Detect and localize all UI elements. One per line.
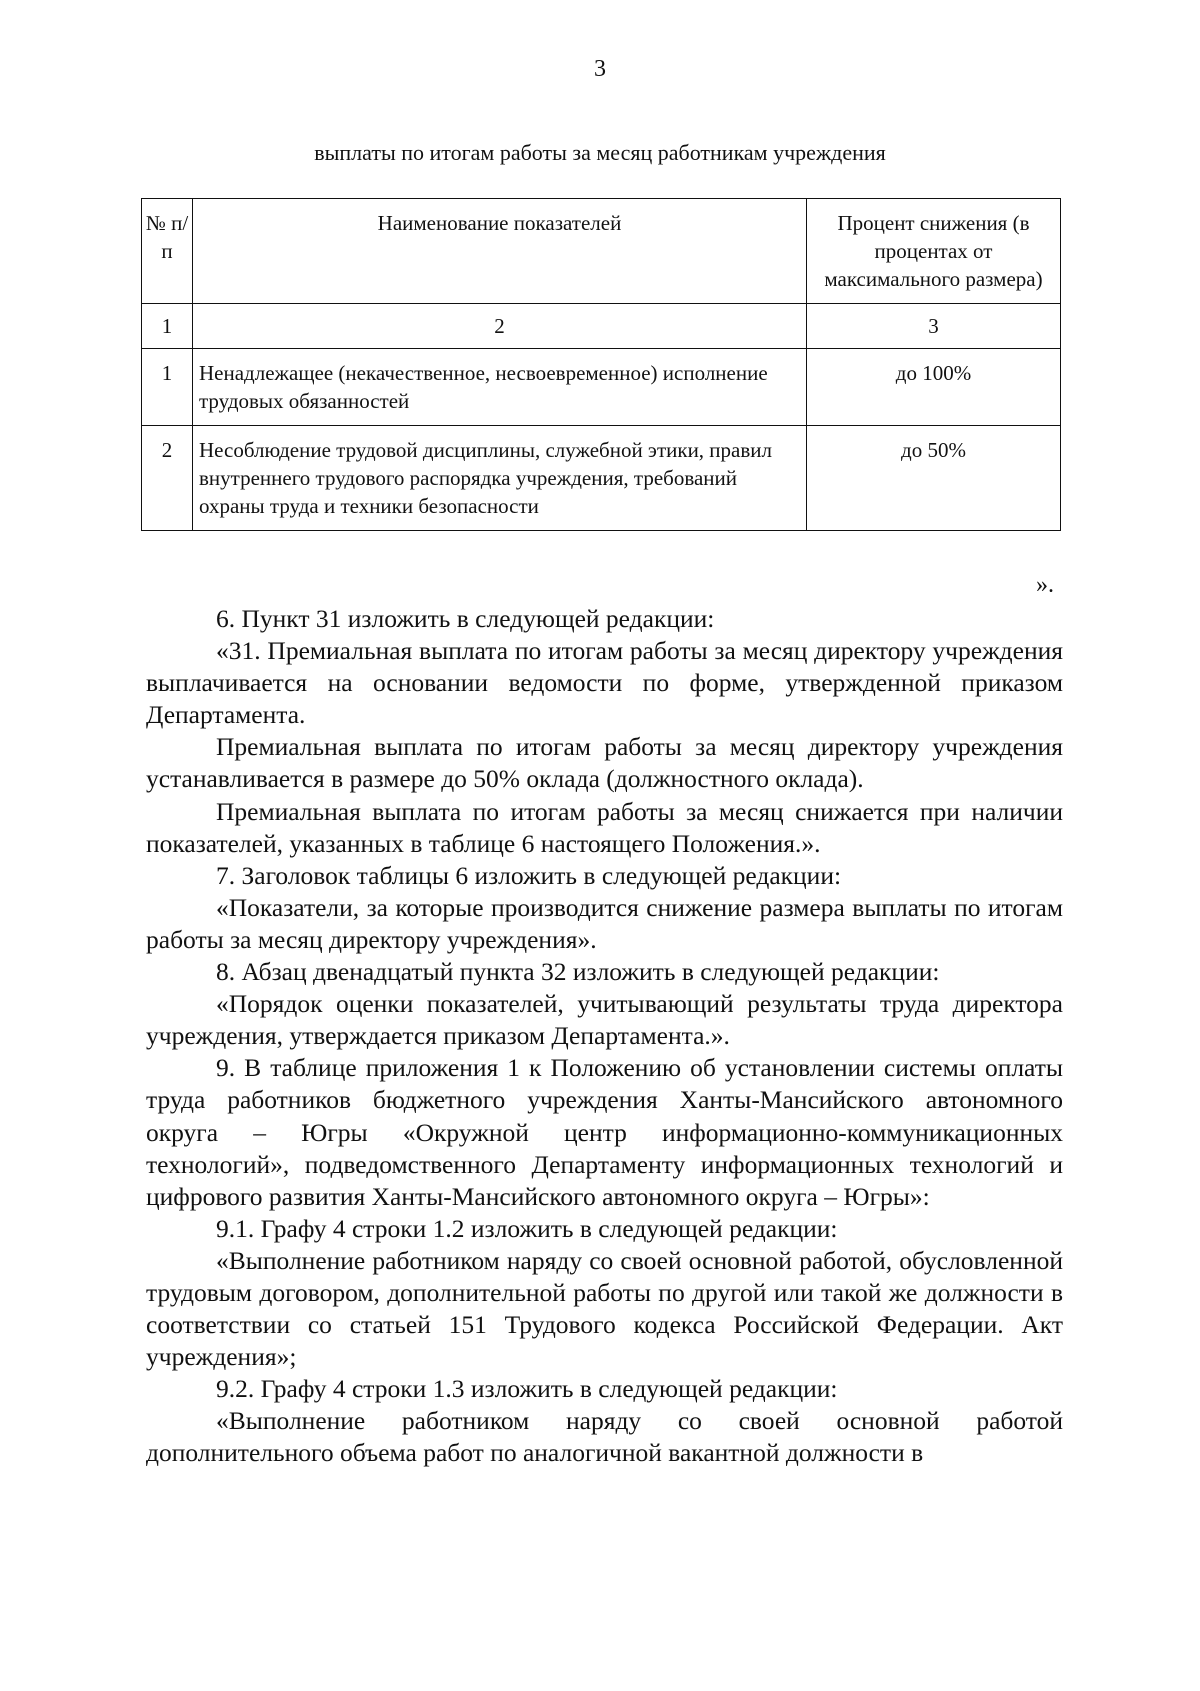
row-percent: до 50%: [807, 426, 1061, 531]
paragraph: 6. Пункт 31 изложить в следующей редакции:: [216, 604, 715, 633]
row-percent: до 100%: [807, 349, 1061, 426]
column-number-row: [142, 304, 1061, 349]
row-indicator: Ненадлежащее (некачественное, несвоевременное) исполнение трудовых обязанностей: [193, 349, 807, 426]
paragraph: Премиальная выплата по итогам работы за месяц директору учреждения устанавливается в размере до 50% оклада (должностного оклада).: [146, 732, 1063, 794]
header-number: № п/п: [142, 199, 193, 304]
table-row: [142, 349, 1061, 426]
table-title: выплаты по итогам работы за месяц работникам учреждения: [314, 140, 886, 165]
page-number: 3: [594, 56, 606, 82]
header-indicator-name: Наименование показателей: [193, 199, 807, 304]
paragraph: «Выполнение работником наряду со своей основной работой, обусловленной трудовым договором, дополнительной работы по другой или такой же должности в соответствии со статьей 151 Трудового кодекса Российской Федерации. Акт учреждения»;: [146, 1245, 1063, 1372]
row-number: 1: [142, 349, 193, 426]
row-indicator: Несоблюдение трудовой дисциплины, служебной этики, правил внутреннего трудового распорядка учреждения, требований охраны труда и техники безопасности: [193, 426, 807, 531]
column-number-3: 3: [807, 304, 1061, 349]
header-reduction-percent: Процент снижения (в процентах от максимального размера): [807, 199, 1061, 304]
paragraph: 8. Абзац двенадцатый пункта 32 изложить в следующей редакции:: [216, 957, 940, 987]
paragraph: «Показатели, за которые производится снижение размера выплаты по итогам работы за месяц директору учреждения».: [146, 892, 1063, 954]
document-body: [146, 603, 1063, 1470]
paragraph: 9.2. Графу 4 строки 1.3 изложить в следующей редакции:: [216, 1374, 838, 1404]
indicators-table: [141, 198, 1061, 531]
paragraph: 9.1. Графу 4 строки 1.2 изложить в следующей редакции:: [216, 1213, 838, 1243]
table-header-row: [142, 199, 1061, 304]
paragraph: «Выполнение работником наряду со своей основной работой дополнительного объема работ по аналогичной вакантной должности в: [146, 1406, 1063, 1468]
table-row: [142, 426, 1061, 531]
paragraph: 7. Заголовок таблицы 6 изложить в следующей редакции:: [216, 860, 842, 890]
paragraph: «Порядок оценки показателей, учитывающий результаты труда директора учреждения, утверждается приказом Департамента.».: [146, 989, 1063, 1051]
paragraph: Премиальная выплата по итогам работы за месяц снижается при наличии показателей, указанных в таблице 6 настоящего Положения.».: [146, 796, 1063, 858]
paragraph: «31. Премиальная выплата по итогам работы за месяц директору учреждения выплачивается на основании ведомости по форме, утвержденной приказом Департамента.: [146, 636, 1063, 730]
row-number: 2: [142, 426, 193, 531]
closing-quote: ».: [1036, 572, 1054, 598]
column-number-2: 2: [193, 304, 807, 349]
paragraph: 9. В таблице приложения 1 к Положению об установлении системы оплаты труда работников бюджетного учреждения Ханты-Мансийского автономного округа – Югры «Окружной центр информационно-коммуникационных технологий», подведомственного Департаменту информационных технологий и цифрового развития Ханты-Мансийского автономного округа – Югры»:: [146, 1053, 1063, 1211]
column-number-1: 1: [142, 304, 193, 349]
